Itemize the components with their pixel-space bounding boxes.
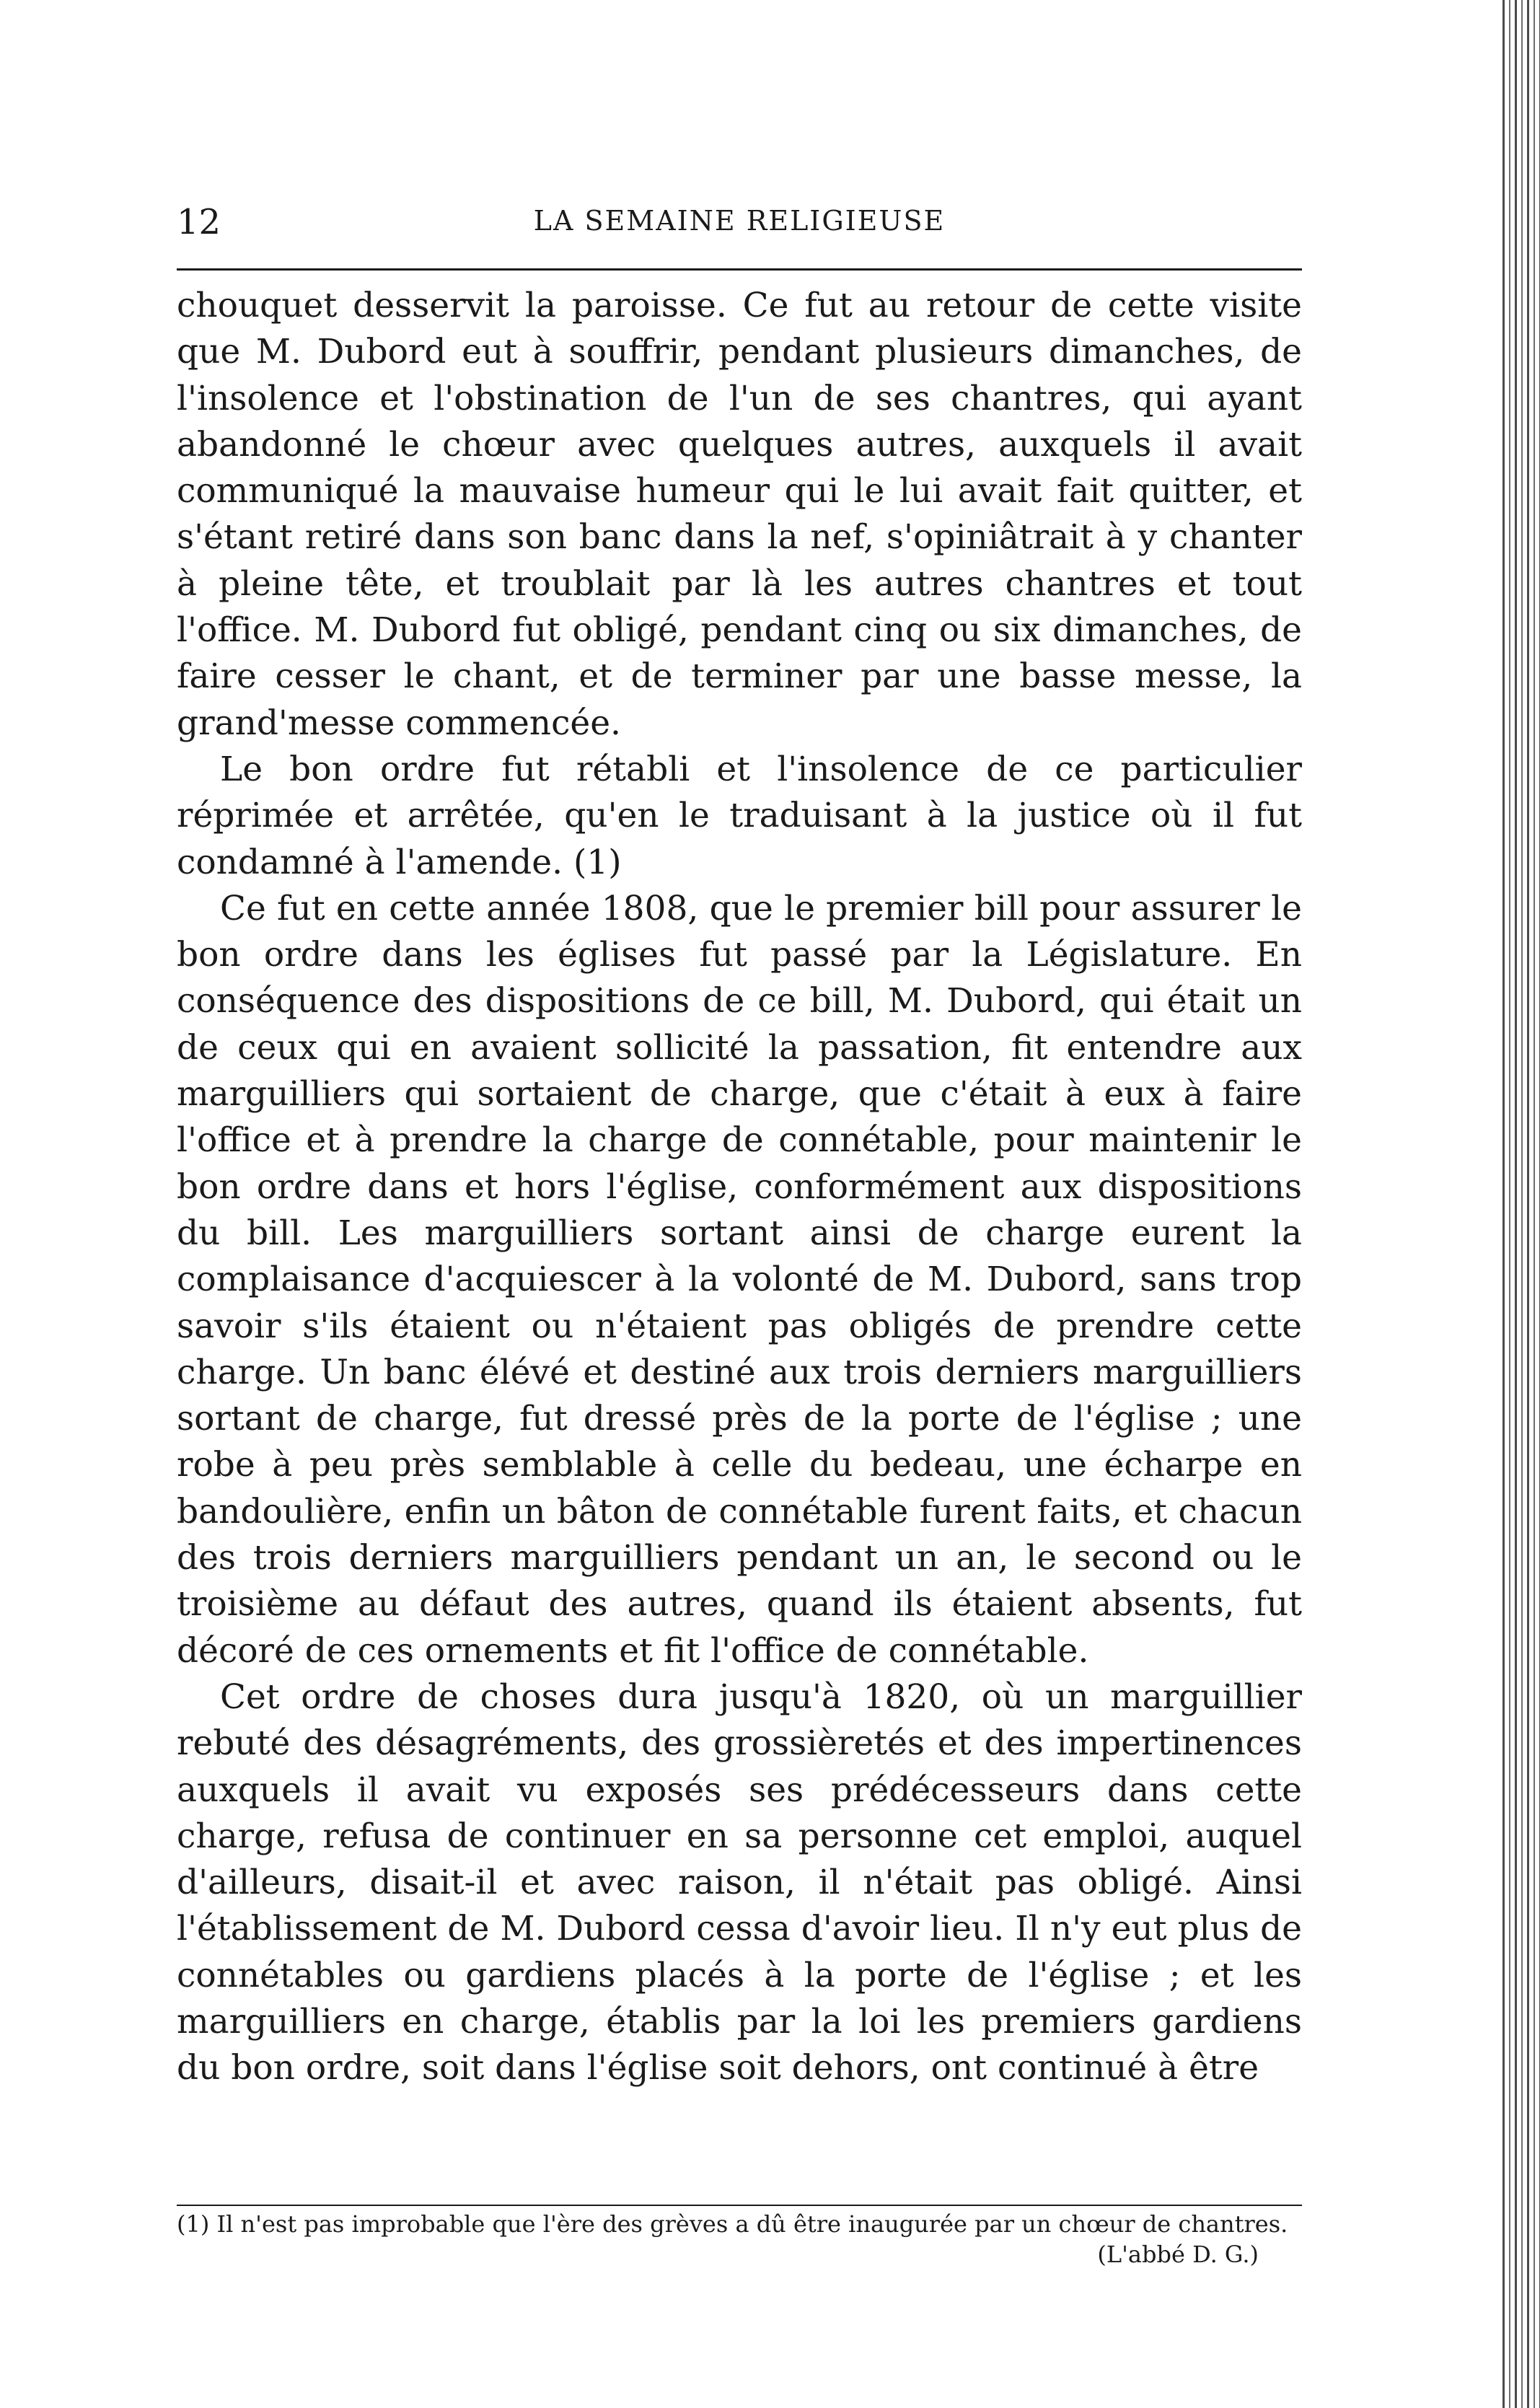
- paragraph: Ce fut en cette année 1808, que le premier bill pour assurer le bon ordre dans les églises fut passé par la Législature. En conséquence des dispositions de ce bill, M. Dubord, qui était un de ceux qui en avaient sollicité la passation, fit entendre aux marguilliers qui sortaient de charge, que c'était à eux à faire l'office et à prendre la charge de connétable, pour maintenir le bon ordre dans et hors l'église, conformément aux dispositions du bill. Les marguilliers sortant ainsi de charge eurent la complaisance d'acquiescer à la volonté de M. Dubord, sans trop savoir s'ils étaient ou n'étaient pas obligés de prendre cette charge. Un banc élévé et destiné aux trois derniers marguilliers sortant de charge, fut dressé près de la porte de l'église ; une robe à peu près semblable à celle du bedeau, une écharpe en bandoulière, enfin un bâton de connétable furent faits, et chacun des trois derniers marguilliers pendant un an, le second ou le troisième au défaut des autres, quand ils étaient absents, fut décoré de ces ornements et fit l'office de connétable.: [177, 888, 1302, 1671]
- running-title: LA SEMAINE RELIGIEUSE: [533, 205, 946, 237]
- footnote: [177, 2209, 1302, 2268]
- footnote-text: (1) Il n'est pas improbable que l'ère des grèves a dû être inaugurée par un chœur de chantres.: [177, 2210, 1288, 2238]
- paragraph: Le bon ordre fut rétabli et l'insolence de ce particulier réprimée et arrêtée, qu'en le traduisant à la justice où il fut condamné à l'amende. (1): [177, 749, 1302, 882]
- footnote-rule: [177, 2205, 1302, 2206]
- header-rule: [177, 268, 1302, 271]
- paragraph: chouquet desservit la paroisse. Ce fut au retour de cette visite que M. Dubord eut à souffrir, pendant plusieurs dimanches, de l'insolence et l'obstination de l'un de ses chantres, qui ayant abandonné le chœur avec quelques autres, auxquels il avait communiqué la mauvaise humeur qui le lui avait fait quitter, et s'étant retiré dans son banc dans la nef, s'opiniâtrait à y chanter à pleine tête, et troublait par là les autres chantres et tout l'office. M. Dubord fut obligé, pendant cinq ou six dimanches, de faire cesser le chant, et de terminer par une basse messe, la grand'messe commencée.: [177, 286, 1302, 743]
- paragraph: Cet ordre de choses dura jusqu'à 1820, où un marguillier rebuté des désagréments, des grossièretés et des impertinences auxquels il avait vu exposés ses prédécesseurs dans cette charge, refusa de continuer en sa personne cet emploi, auquel d'ailleurs, disait-il et avec raison, il n'était pas obligé. Ainsi l'établissement de M. Dubord cessa d'avoir lieu. Il n'y eut plus de connétables ou gardiens placés à la porte de l'église ; et les marguilliers en charge, établis par la loi les premiers gardiens du bon ordre, soit dans l'église soit dehors, ont continué à être: [177, 1677, 1302, 2088]
- page-header: [177, 195, 1302, 252]
- page-number: 12: [177, 202, 221, 242]
- footnote-signature: (L'abbé D. G.): [1097, 2241, 1259, 2268]
- page-binding-edge: [1498, 0, 1540, 2408]
- body-text: [177, 283, 1302, 2092]
